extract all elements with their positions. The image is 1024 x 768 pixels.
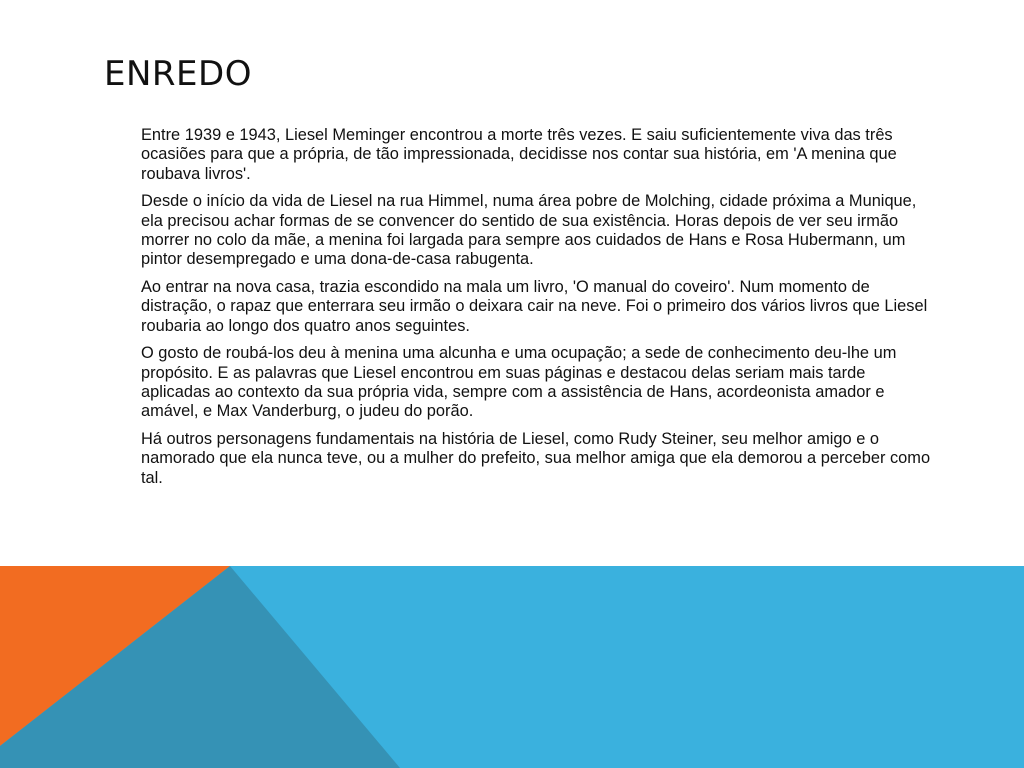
slide-body [141, 126, 931, 497]
paragraph-4: O gosto de roubá-los deu à menina uma alcunha e uma ocupação; a sede de conhecimento deu-lhe um propósito. E as palavras que Liesel encontrou em suas páginas e destacou delas seriam mais tarde aplicadas ao contexto da sua própria vida, sempre com a assistência de Hans, acordeonista amador e amável, e Max Vanderburg, o judeu do porão. [141, 344, 897, 421]
decorative-footer-band [0, 566, 1024, 768]
paragraph-2: Desde o início da vida de Liesel na rua Himmel, numa área pobre de Molching, cidade próxima a Munique, ela precisou achar formas de se convencer do sentido de sua existência. Horas depois de ver seu irmão morrer no colo da mãe, a menina foi largada para sempre aos cuidados de Hans e Rosa Hubermann, um pintor desempregado e uma dona-de-casa rabugenta. [141, 192, 917, 269]
paragraph-1: Entre 1939 e 1943, Liesel Meminger encontrou a morte três vezes. E saiu suficientemente viva das três ocasiões para que a própria, de tão impressionada, decidisse nos contar sua história, em 'A menina que roubava livros'. [141, 126, 897, 183]
slide-title: ENREDO [104, 54, 252, 94]
paragraph-5: Há outros personagens fundamentais na história de Liesel, como Rudy Steiner, seu melhor amigo e o namorado que ela nunca teve, ou a mulher do prefeito, sua melhor amiga que ela demorou a perceber como tal. [141, 430, 931, 487]
paragraph-3: Ao entrar na nova casa, trazia escondido na mala um livro, 'O manual do coveiro'. Num momento de distração, o rapaz que enterrara seu irmão o deixara cair na neve. Foi o primeiro dos vários livros que Liesel roubaria ao longo dos quatro anos seguintes. [141, 278, 928, 335]
